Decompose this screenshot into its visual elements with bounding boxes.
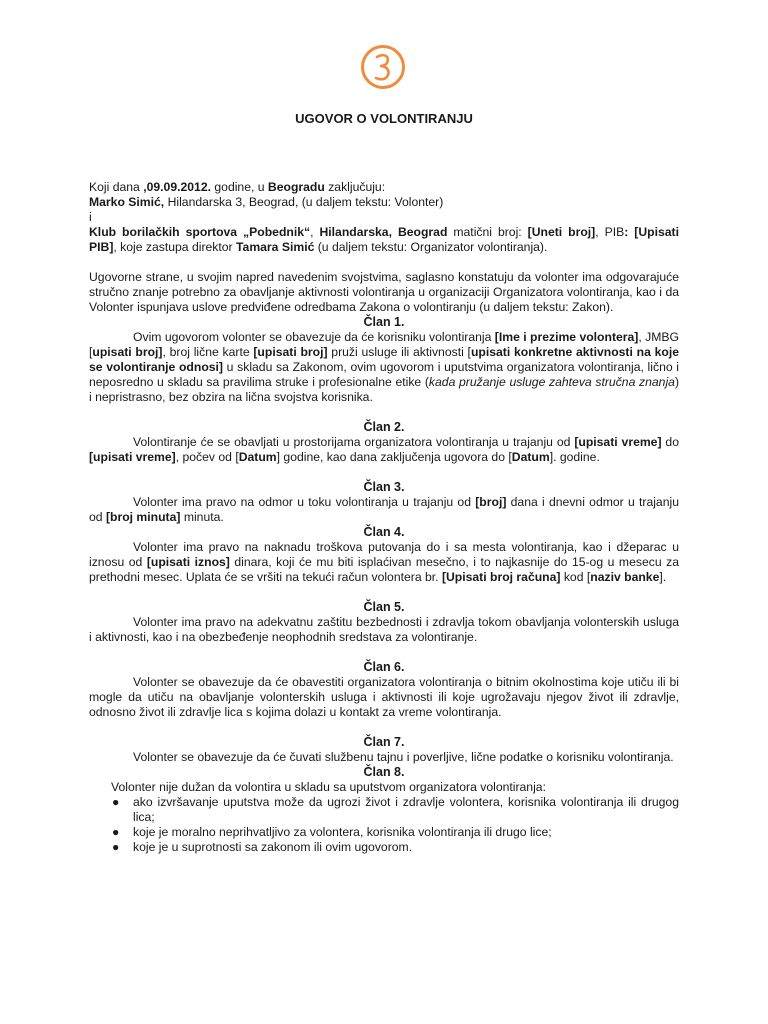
clan-8-heading: Član 8.	[363, 765, 405, 779]
document-title: UGOVOR O VOLONTIRANJU	[295, 111, 473, 126]
list-item: ● koje je moralno neprihvatljivo za volontera, korisnika volontiranja ili drugo lice;	[112, 825, 552, 839]
clan-8-intro: Volonter nije dužan da volontira u skladu sa uputstvom organizatora volontiranja:	[111, 780, 546, 794]
parties-line-4: Klub borilačkih sportova „Pobednik“, Hilandarska, Beograd matični broj: [Uneti broj], PIB: [Upisati PIB], koje zastupa direktor Tamara Simić (u daljem tekstu: Organizator volontiranja).	[89, 225, 679, 254]
parties-line-2: Marko Simić, Hilandarska 3, Beograd, (u daljem tekstu: Volonter)	[89, 195, 444, 209]
list-item: ● ako izvršavanje uputstva može da ugrozi život i zdravlje volontera, korisnika volontiranja ili drugog lica;	[112, 795, 679, 824]
clan-4-heading: Član 4.	[363, 525, 405, 539]
clan-1-heading: Član 1.	[363, 315, 405, 329]
intro-paragraph: Ugovorne strane, u svojim napred navedenim svojstvima, saglasno konstatuju da volonter ima odgovarajuće stručno znanje potrebno za obavljanje aktivnosti volontiranja u organizaciji Organizatora volontiranja, kao i da Volonter ispunjava uslove predviđene odredbama Zakona o volontiranju (u daljem tekstu: Zakon).	[89, 270, 679, 314]
clan-3-text: Volonter ima pravo na odmor u toku volontiranja u trajanju od [broj] dana i dnevni odmor u trajanju od [broj minuta] minuta.	[89, 495, 679, 524]
clan-7-heading: Član 7.	[363, 735, 405, 749]
parties-line-1: Koji dana ,09.09.2012. godine, u Beogradu zaključuju:	[89, 180, 386, 194]
bullet-icon: ●	[112, 795, 120, 809]
clan-3-heading: Član 3.	[363, 480, 405, 494]
bullet-icon: ●	[112, 840, 120, 854]
clan-5-text: Volonter ima pravo na adekvatnu zaštitu bezbednosti i zdravlja tokom obavljanja volonterskih usluga i aktivnosti, kao i na obezbeđenje neophodnih sredstava za volontiranje.	[89, 615, 679, 644]
clan-4-text: Volonter ima pravo na naknadu troškova putovanja do i sa mesta volontiranja, kao i džeparac u iznosu od [upisati iznos] dinara, koji će mu biti isplaćivan mesečno, i to najkasnije do 15-og u mesecu za prethodni mesec. Uplata će se vršiti na tekući račun volontera br. [Upisati broj računa] kod [naziv banke].	[89, 540, 679, 584]
bullet-icon: ●	[112, 825, 120, 839]
parties-line-3: i	[89, 210, 92, 224]
clan-1-text: Ovim ugovorom volonter se obavezuje da će korisniku volontiranja [Ime i prezime volontera], JMBG [upisati broj], broj lične karte [upisati broj] pruži usluge ili aktivnosti [upisati konkretne aktivnosti na koje se volontiranje odnosi] u skladu sa Zakonom, ovim ugovorom i uputstvima organizatora volontiranja, lično i neposredno u skladu sa pravilima struke i profesionalne etike (kada pružanje usluge zahteva stručna znanja) i nepristrasno, bez obzira na lična svojstva korisnika.	[89, 330, 680, 404]
clan-6-text: Volonter se obavezuje da će obavestiti organizatora volontiranja o bitnim okolnostima koje utiču ili bi mogle da utiču na obavljanje volonterskih usluga i aktivnosti ili koje ugrožavaju njegov život ili zdravlje, odnosno život ili zdravlje lica s kojima dolazi u kontakt za vreme volontiranja.	[89, 675, 679, 719]
clan-8-list	[89, 795, 679, 855]
list-item: ● koje je u suprotnosti sa zakonom ili ovim ugovorom.	[112, 840, 413, 854]
orange-circle-logo	[360, 44, 406, 90]
clan-2-text: Volontiranje će se obavljati u prostorijama organizatora volontiranja u trajanju od [upisati vreme] do [upisati vreme], počev od [Datum] godine, kao dana zaključenja ugovora do [Datum]. godine.	[89, 435, 679, 464]
clan-7-text: Volonter se obavezuje da će čuvati službenu tajnu i poverljive, lične podatke o korisniku volontiranja.	[133, 750, 674, 764]
clan-5-heading: Član 5.	[363, 600, 405, 614]
clan-6-heading: Član 6.	[363, 660, 405, 674]
document-body	[89, 180, 679, 855]
clan-2-heading: Član 2.	[363, 420, 405, 434]
